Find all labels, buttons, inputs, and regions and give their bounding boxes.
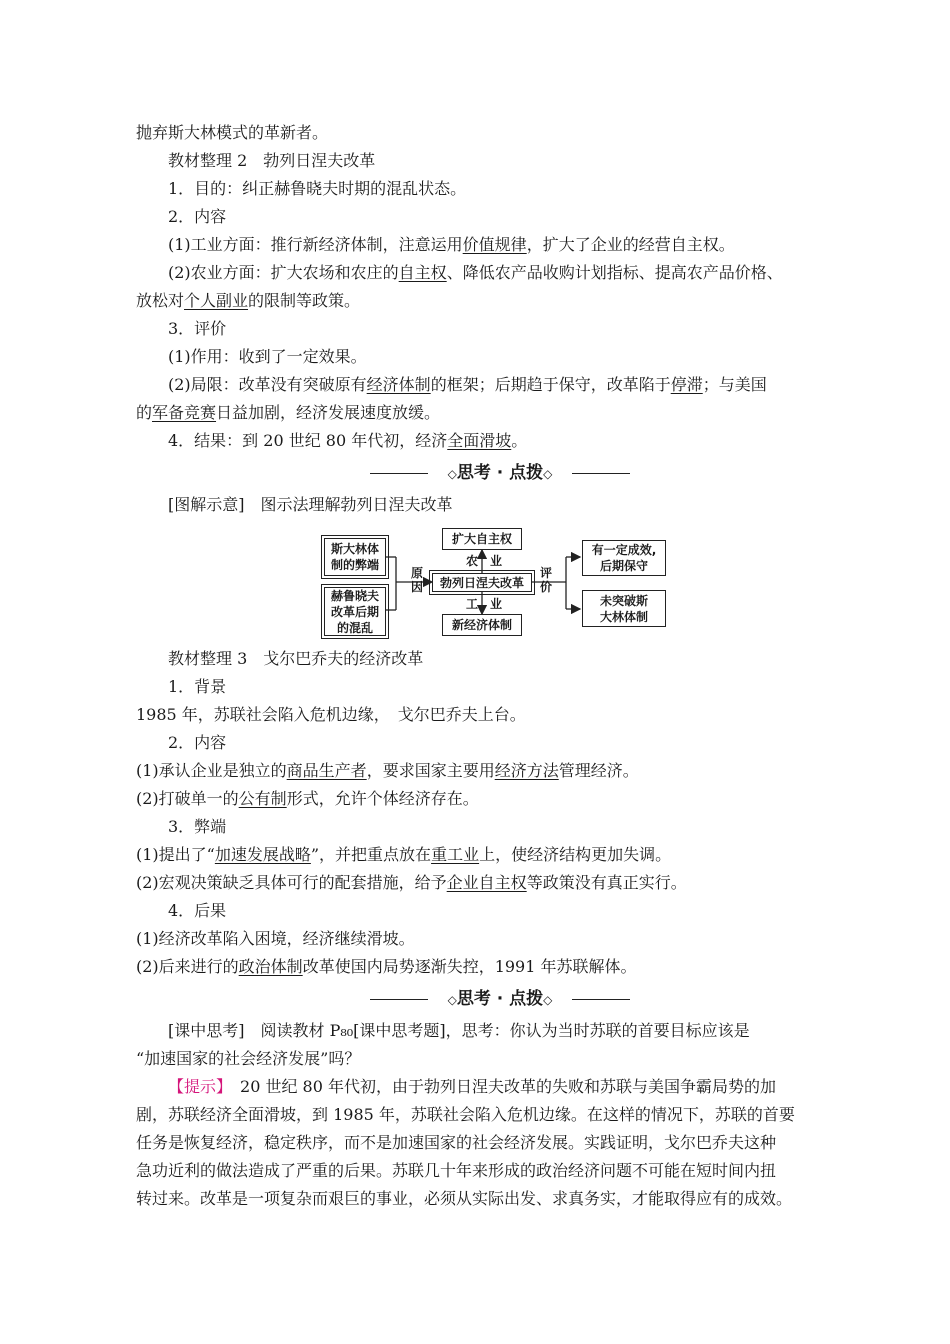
text-span: 上，使经济结构更加失调。 xyxy=(479,845,672,864)
text-span: (2)宏观决策缺乏具体可行的配套措施，给予 xyxy=(136,873,447,892)
text-span: 的限制等政策。 xyxy=(248,291,361,310)
divider-rule xyxy=(370,999,428,1000)
underlined-term: 停滞 xyxy=(670,375,703,394)
text-line: 3．评价 xyxy=(168,319,227,338)
box-stalin-drawbacks: 斯大林体 制的弊端 xyxy=(324,538,386,576)
tip-line: 剧，苏联经济全面滑坡，到 1985 年，苏联社会陷入危机边缘。在这样的情况下，苏联的首要 xyxy=(136,1105,795,1124)
section-divider xyxy=(370,988,630,1010)
text-line: 3．弊端 xyxy=(168,817,227,836)
tip-line: 转过来。改革是一项复杂而艰巨的事业，必须从实际出发、求真务实，才能取得应有的成效。 xyxy=(136,1189,793,1208)
underlined-term: 个人副业 xyxy=(184,291,249,310)
label-evaluation: 评价 xyxy=(539,566,552,594)
text-span: (1)提出了“ xyxy=(136,845,215,864)
underlined-term: 政治体制 xyxy=(238,957,303,976)
text-line xyxy=(136,760,826,782)
diamond-icon: ◇ xyxy=(543,467,553,481)
text-span: ；与美国 xyxy=(702,375,767,394)
label-industry: 工 业 xyxy=(466,597,503,611)
underlined-term: 企业自主权 xyxy=(446,873,527,892)
text-line: (1)作用：收到了一定效果。 xyxy=(168,347,367,366)
text-span: 改革使国内局势逐渐失控，1991 年苏联解体。 xyxy=(302,957,637,976)
text-span: 形式，允许个体经济存在。 xyxy=(286,789,479,808)
text-line: 1．背景 xyxy=(168,677,227,696)
text-span: 4．结果：到 20 世纪 80 年代初，经济 xyxy=(168,431,448,450)
underlined-term: 商品生产者 xyxy=(286,761,367,780)
section-title: 教材整理 3 戈尔巴乔夫的经济改革 xyxy=(168,649,424,668)
box-expand-autonomy: 扩大自主权 xyxy=(442,528,522,550)
underlined-term: 重工业 xyxy=(431,845,480,864)
text-span: ”，并把重点放在 xyxy=(310,845,432,864)
text-line xyxy=(136,844,826,866)
text-span: (2)后来进行的 xyxy=(136,957,239,976)
text-span: 管理经济。 xyxy=(558,761,639,780)
question-line: “加速国家的社会经济发展”吗？ xyxy=(136,1049,361,1068)
diamond-icon: ◇ xyxy=(447,467,457,481)
text-span: 放松对 xyxy=(136,291,185,310)
divider-rule xyxy=(572,999,630,1000)
text-span: 的框架；后期趋于保守，改革陷于 xyxy=(430,375,671,394)
underlined-term: 价值规律 xyxy=(462,235,527,254)
text-span: (2)打破单一的 xyxy=(136,789,239,808)
text-line: 2．内容 xyxy=(168,207,227,226)
text-line: 1．目的：纠正赫鲁晓夫时期的混乱状态。 xyxy=(168,179,467,198)
label-cause: 原因 xyxy=(410,566,423,594)
box-khrushchev-chaos: 赫鲁晓夫 改革后期 的混乱 xyxy=(324,587,386,636)
tip-line: 急功近利的做法造成了严重的后果。苏联几十年来形成的政治经济问题不可能在短时间内扭 xyxy=(136,1161,777,1180)
text-span: (2)农业方面：扩大农场和农庄的 xyxy=(168,263,399,282)
box-brezhnev-reform: 勃列日涅夫改革 xyxy=(432,573,532,592)
tip-line xyxy=(168,1076,826,1098)
diamond-icon: ◇ xyxy=(543,993,553,1007)
text-line: 抛弃斯大林模式的革新者。 xyxy=(136,123,329,142)
underlined-term: 全面滑坡 xyxy=(447,431,512,450)
text-span: 20 世纪 80 年代初，由于勃列日涅夫改革的失败和苏联与美国争霸局势的加 xyxy=(224,1077,776,1096)
text-span: (2)局限：改革没有突破原有 xyxy=(168,375,367,394)
text-span: (1)工业方面：推行新经济体制，注意运用 xyxy=(168,235,463,254)
text-line: 4．后果 xyxy=(168,901,227,920)
text-span: 等政策没有真正实行。 xyxy=(526,873,687,892)
diagram-intro: [图解示意] 图示法理解勃列日涅夫改革 xyxy=(168,495,453,514)
underlined-term: 经济方法 xyxy=(494,761,559,780)
box-new-economic-system: 新经济体制 xyxy=(442,614,522,636)
text-line: 1985 年，苏联社会陷入危机边缘， 戈尔巴乔夫上台。 xyxy=(136,705,526,724)
diamond-icon: ◇ xyxy=(447,993,457,1007)
underlined-term: 经济体制 xyxy=(366,375,431,394)
label-agriculture: 农 业 xyxy=(466,554,503,568)
underlined-term: 自主权 xyxy=(398,263,447,282)
text-span: ，要求国家主要用 xyxy=(366,761,495,780)
text-line xyxy=(136,872,826,894)
text-span: ，扩大了企业的经营自主权。 xyxy=(526,235,735,254)
text-line xyxy=(136,956,826,978)
underlined-term: 军备竞赛 xyxy=(152,403,217,422)
underlined-term: 公有制 xyxy=(238,789,287,808)
tip-label: 【提示】 xyxy=(168,1077,225,1096)
text-span: 日益加剧，经济发展速度放缓。 xyxy=(216,403,441,422)
box-some-effect: 有一定成效, 后期保守 xyxy=(582,540,666,576)
question-line: [课中思考] 阅读教材 P₈₀[课中思考题]，思考：你认为当时苏联的首要目标应该是 xyxy=(168,1021,750,1040)
text-line: (1)经济改革陷入困境，经济继续滑坡。 xyxy=(136,929,415,948)
box-not-break-stalin: 未突破斯 大林体制 xyxy=(582,590,666,627)
text-span: (1)承认企业是独立的 xyxy=(136,761,287,780)
underlined-term: 加速发展战略 xyxy=(214,845,311,864)
divider-title: 思考 · 点拨 xyxy=(456,989,544,1009)
divider-title: 思考 · 点拨 xyxy=(456,463,544,483)
text-line: 2．内容 xyxy=(168,733,227,752)
text-span: 。 xyxy=(511,431,528,450)
section-title: 教材整理 2 勃列日涅夫改革 xyxy=(168,151,376,170)
text-span: 的 xyxy=(136,403,153,422)
tip-line: 任务是恢复经济，稳定秩序，而不是加速国家的社会经济发展。实践证明，戈尔巴乔夫这种 xyxy=(136,1133,777,1152)
text-span: 、降低农产品收购计划指标、提高农产品价格、 xyxy=(446,263,783,282)
text-line xyxy=(136,788,826,810)
